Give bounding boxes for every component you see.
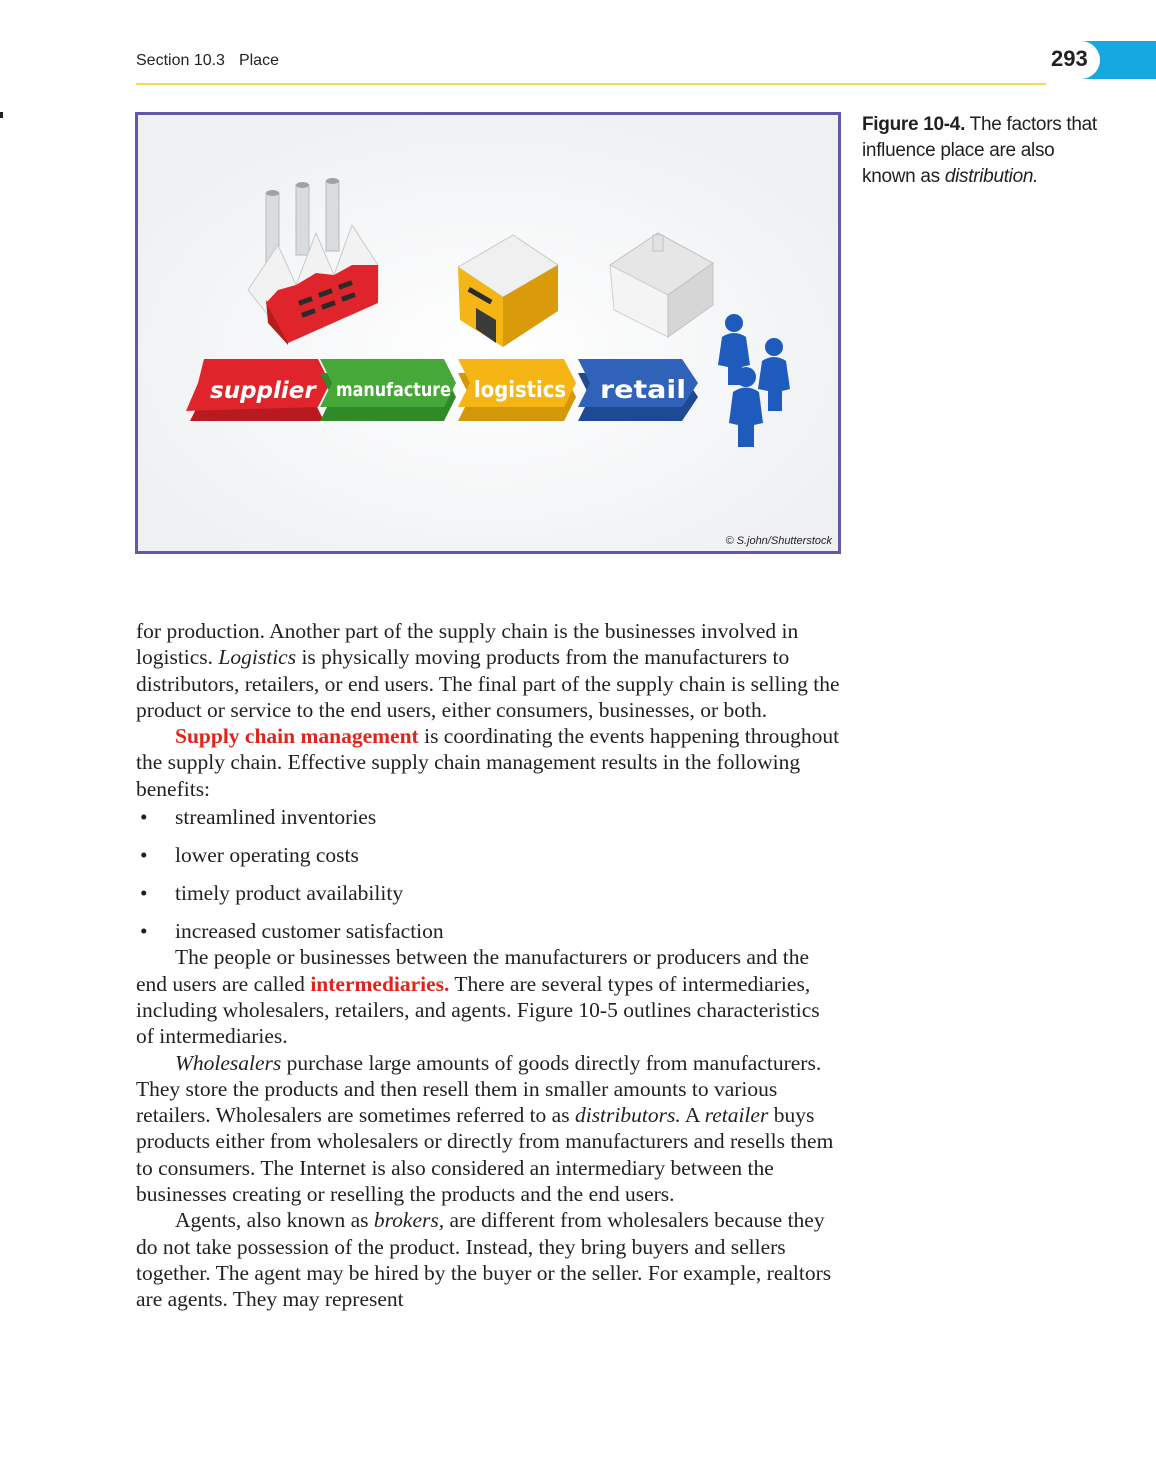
- term-intermediaries: intermediaries.: [310, 971, 450, 996]
- list-item: • streamlined inventories: [140, 805, 377, 830]
- body-text: [136, 618, 841, 1312]
- page-number: 293: [1051, 46, 1088, 71]
- list-item: • lower operating costs: [140, 843, 359, 868]
- figure-caption-italic: distribution.: [944, 166, 1039, 187]
- list-item: • increased customer satisfaction: [140, 919, 444, 944]
- supply-chain-illustration: [138, 115, 838, 551]
- header-rule: [136, 83, 1046, 85]
- margin-mark: [0, 112, 3, 118]
- arrow-label-manufacture: manufacture: [336, 379, 451, 401]
- term-supply-chain-management: Supply chain management: [175, 724, 419, 749]
- paragraph-logistics: for production. Another part of the supply chain is the businesses involved in logistics. Logistics is physically moving products from the manufacturers to distributors, retailers, or end users. The final part of the supply chain is selling the product or service to the end users, either consumers, businesses, or both.: [136, 619, 840, 722]
- image-credit: © S.john/Shutterstock: [725, 535, 832, 547]
- arrow-label-supplier: supplier: [210, 378, 316, 404]
- arrow-label-logistics: logistics: [474, 378, 566, 403]
- figure-caption-label: Figure 10-4.: [862, 114, 966, 135]
- arrow-label-retail: retail: [600, 375, 686, 404]
- header-section-number: Section 10.3: [136, 52, 225, 69]
- benefits-list: [136, 804, 841, 944]
- figure-supply-chain-image: [135, 112, 841, 554]
- paragraph-intermediaries: The people or businesses between the manufacturers or producers and the end users are called intermediaries. There are several types of intermediaries, including wholesalers, retailers, and agents. Figure 10-5 outlines characteristics of intermediaries.: [136, 945, 820, 1049]
- supply-chain-arrows: [186, 359, 698, 421]
- paragraph-wholesalers: Wholesalers purchase large amounts of goods directly from manufacturers. They store the products and then resell them in smaller amounts to various retailers. Wholesalers are sometimes referred to as distributors. A retailer buys products either from wholesalers or directly from manufacturers and resells them to consumers. The Internet is also considered an intermediary between the businesses creating or reselling the products and the end users.: [136, 1050, 834, 1206]
- header-section-title: Place: [238, 52, 279, 69]
- running-header: [136, 52, 279, 70]
- list-item: • timely product availability: [140, 881, 404, 906]
- figure-caption: [862, 112, 1112, 190]
- paragraph-supply-chain-management: Supply chain management is coordinating the events happening throughout the supply chain. Effective supply chain management results in the following benefits:: [136, 724, 840, 801]
- figure-caption-text: The factors that influence place are also known as: [862, 114, 1097, 187]
- paragraph-agents: Agents, also known as brokers, are different from wholesalers because they do not take possession of the product. Instead, they bring buyers and sellers together. The agent may be hired by the buyer or the seller. For example, realtors are agents. They may represent: [136, 1208, 832, 1312]
